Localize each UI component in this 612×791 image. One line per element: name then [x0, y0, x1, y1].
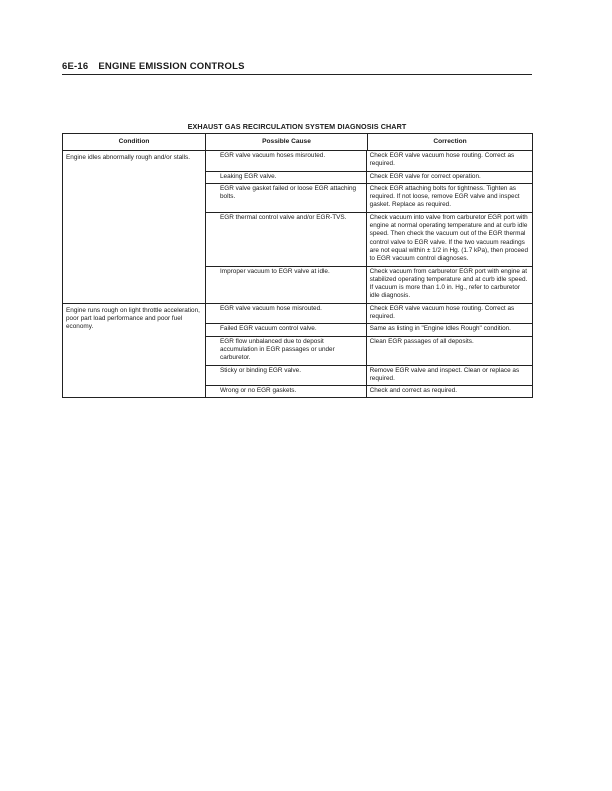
cause-text: EGR valve gasket failed or loose EGR attaching bolts.	[220, 184, 357, 201]
cause-text: Failed EGR vacuum control valve.	[220, 325, 317, 333]
cause-text: Sticky or binding EGR valve.	[220, 366, 301, 374]
correction-text: Check EGR valve vacuum hose routing. Correct as required.	[366, 304, 532, 324]
column-header-condition: Condition	[63, 134, 206, 151]
column-header-correction: Correction	[368, 134, 533, 151]
column-header-cause: Possible Cause	[206, 134, 368, 151]
section-title: ENGINE EMISSION CONTROLS	[98, 61, 245, 72]
cause-text: EGR valve vacuum hose misrouted.	[220, 304, 322, 312]
page-number: 6E-16	[62, 61, 89, 72]
cause-correction-pair	[206, 304, 532, 325]
correction-text: Check vacuum into valve from carburetor EGR port with engine at normal operating temperature and at curb idle speed. Then check the vacuum out of the EGR thermal control valve to EGR valve. If the two vacuum readings are not equal within ± 1/2 in Hg. (1.7 kPa), then proceed to EGR vacuum control diagnoses.	[366, 213, 532, 266]
cause-text: Leaking EGR valve.	[220, 172, 277, 180]
condition-cell: Engine runs rough on light throttle acceleration, poor part load performance and poor fuel economy.	[63, 303, 206, 398]
condition-cell: Engine idles abnormally rough and/or stalls.	[63, 151, 206, 304]
cause-text: EGR thermal control valve and/or EGR-TVS.	[220, 213, 347, 221]
table-row	[63, 151, 533, 304]
page-header	[62, 61, 532, 75]
cause-text: Wrong or no EGR gaskets.	[220, 387, 297, 395]
cause-correction-pair	[206, 366, 532, 387]
cause-correction-pair	[206, 172, 532, 184]
correction-text: Check vacuum from carburetor EGR port with engine at stabilized operating temperature and at curb idle speed. If vacuum is more than 1.0 in. Hg., refer to carburetor idle diagnosis.	[366, 267, 532, 303]
cause-correction-pair	[206, 267, 532, 303]
cause-correction-pair	[206, 184, 532, 213]
correction-text: Check EGR attaching bolts for tightness. Tighten as required. If not loose, remove EGR valve and inspect gasket. Replace as required.	[366, 184, 532, 212]
cause-text: EGR flow unbalanced due to deposit accumulation in EGR passages or under carburetor.	[220, 337, 335, 362]
cause-correction-pair	[206, 151, 532, 172]
diagnosis-table	[62, 133, 533, 398]
cause-correction-cell	[206, 303, 533, 398]
cause-correction-pair	[206, 337, 532, 366]
table-row	[63, 303, 533, 398]
cause-correction-cell	[206, 151, 533, 304]
correction-text: Remove EGR valve and inspect. Clean or replace as required.	[366, 366, 532, 386]
cause-correction-pair	[206, 386, 532, 397]
correction-text: Check EGR valve vacuum hose routing. Correct as required.	[366, 151, 532, 171]
cause-correction-pair	[206, 324, 532, 336]
chart-title: EXHAUST GAS RECIRCULATION SYSTEM DIAGNOSIS CHART	[187, 122, 407, 131]
cause-text: Improper vacuum to EGR valve at idle.	[220, 267, 330, 275]
correction-text: Same as listing in "Engine Idles Rough" condition.	[366, 324, 532, 335]
table-header-row	[63, 134, 533, 151]
correction-text: Check EGR valve for correct operation.	[366, 172, 532, 183]
correction-text: Check and correct as required.	[366, 386, 532, 397]
correction-text: Clean EGR passages of all deposits.	[366, 337, 532, 365]
cause-text: EGR valve vacuum hoses misrouted.	[220, 152, 326, 159]
cause-correction-pair	[206, 213, 532, 267]
